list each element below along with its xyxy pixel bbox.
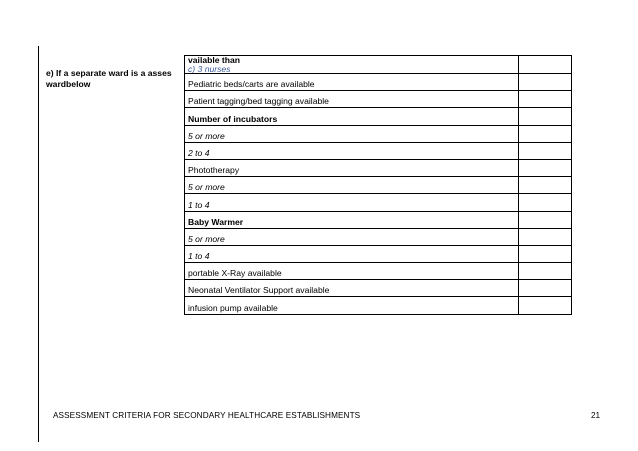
table-row [185,74,572,91]
table-row [185,280,572,297]
criteria-cell: Phototherapy [185,159,519,176]
table-row [185,245,572,262]
table-row [185,142,572,159]
criteria-cell: Patient tagging/bed tagging available [185,91,519,108]
score-cell [519,56,572,74]
score-cell [519,263,572,280]
table-row [185,194,572,211]
score-cell [519,280,572,297]
table-row [185,56,572,74]
table-row [185,108,572,125]
criteria-table [184,55,572,315]
table-row [185,177,572,194]
table-row [185,297,572,314]
criteria-subtext: c) 3 nurses [188,63,231,74]
criteria-cell [185,56,519,74]
score-cell [519,108,572,125]
score-cell [519,228,572,245]
table-row [185,228,572,245]
table-row [185,91,572,108]
score-cell [519,297,572,314]
score-cell [519,74,572,91]
criteria-cell: Baby Warmer [185,211,519,228]
table-row [185,263,572,280]
score-cell [519,211,572,228]
criteria-cell: 2 to 4 [185,142,519,159]
criteria-cell: Pediatric beds/carts are available [185,74,519,91]
table-row [185,125,572,142]
table-row [185,159,572,176]
footer-title: ASSESSMENT CRITERIA FOR SECONDARY HEALTHCARE ESTABLISHMENTS [53,411,361,420]
section-label [46,68,184,90]
section-label-line-2: wardbelow [46,79,91,89]
section-label-line-1: e) If a separate ward is a asses [46,68,172,78]
criteria-text: vailable than [188,55,241,65]
criteria-cell: portable X-Ray available [185,263,519,280]
criteria-cell: infusion pump available [185,297,519,314]
score-cell [519,245,572,262]
criteria-cell: 5 or more [185,177,519,194]
score-cell [519,142,572,159]
criteria-cell: 1 to 4 [185,245,519,262]
score-cell [519,91,572,108]
score-cell [519,125,572,142]
criteria-cell: 1 to 4 [185,194,519,211]
page-number: 21 [591,411,601,420]
criteria-cell: Number of incubators [185,108,519,125]
left-margin-rule [38,46,39,442]
criteria-cell: Neonatal Ventilator Support available [185,280,519,297]
criteria-cell: 5 or more [185,228,519,245]
score-cell [519,177,572,194]
score-cell [519,159,572,176]
criteria-cell: 5 or more [185,125,519,142]
score-cell [519,194,572,211]
table-row [185,211,572,228]
